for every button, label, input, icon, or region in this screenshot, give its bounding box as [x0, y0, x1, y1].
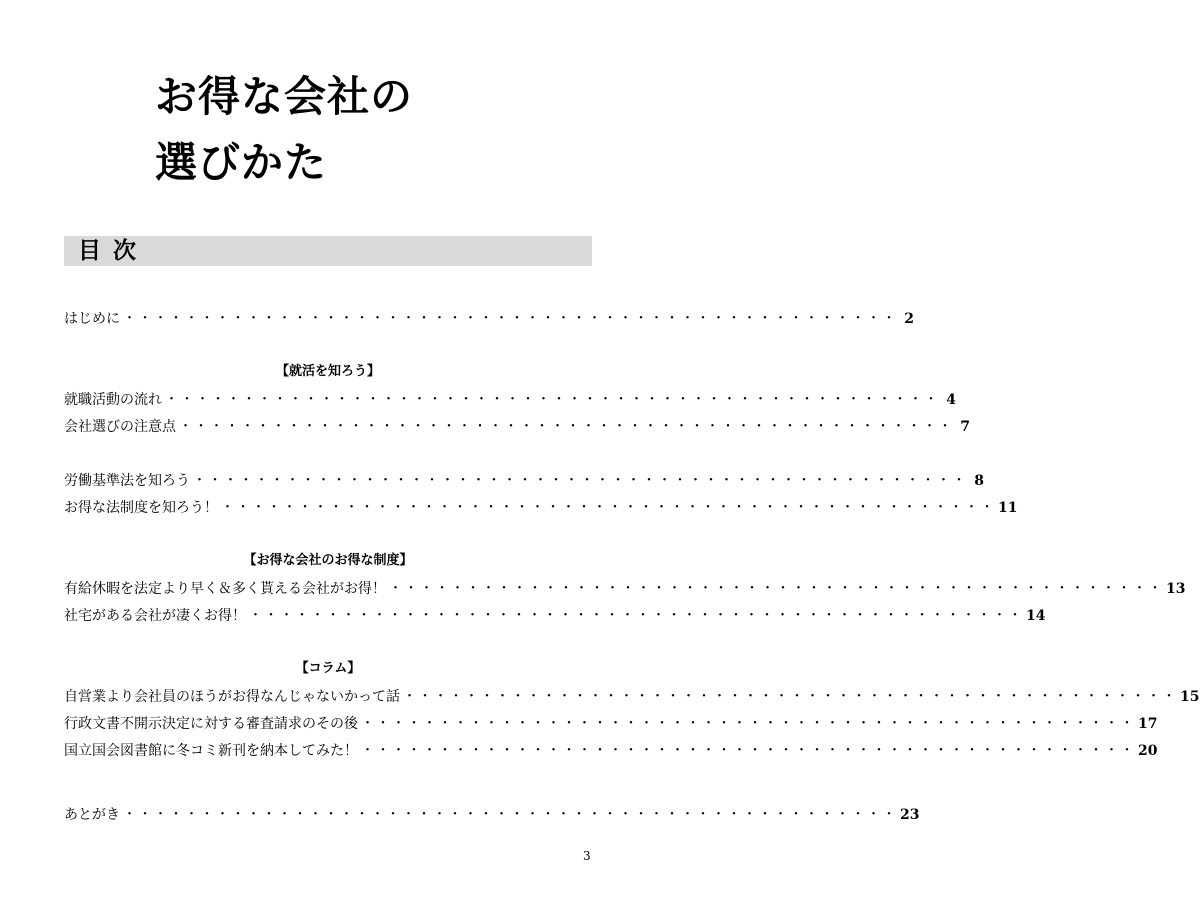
toc-entry-page: 20	[1138, 743, 1158, 759]
toc-entry-page: 14	[1026, 608, 1046, 624]
toc-entry-page: 17	[1138, 716, 1158, 732]
page-number: 3	[583, 849, 591, 863]
toc-entry-page: 2	[904, 311, 915, 327]
toc-entry-paid-leave[interactable]	[64, 578, 1186, 600]
toc-leader: ・・・・・・・・・・・・・・・・・・・・・・・・・・・・・・・・・・・・・・・・・・・・・・・・・・	[361, 716, 1137, 731]
section-heading-job-hunting: 【就活を知ろう】	[275, 364, 380, 379]
toc-leader: ・・・・・・・・・・・・・・・・・・・・・・・・・・・・・・・・・・・・・・・・・・・・・・・・・・	[361, 743, 1137, 758]
toc-entry-page: 11	[998, 500, 1018, 516]
toc-entry-self-employed[interactable]	[64, 686, 1200, 708]
toc-entry-page: 8	[974, 473, 985, 489]
toc-entry-national-library[interactable]	[64, 740, 1158, 762]
toc-entry-label: 国立国会図書館に冬コミ新刊を納本してみた！	[64, 743, 358, 759]
toc-entry-intro[interactable]	[64, 308, 915, 330]
title-line-2: 選びかた	[155, 138, 328, 187]
toc-leader: ・・・・・・・・・・・・・・・・・・・・・・・・・・・・・・・・・・・・・・・・・・・・・・・・・・	[249, 608, 1025, 623]
toc-entry-page: 23	[900, 807, 920, 823]
toc-entry-label: はじめに	[64, 311, 120, 327]
toc-entry-legal-systems[interactable]	[64, 497, 1018, 519]
toc-entry-gov-documents[interactable]	[64, 713, 1158, 735]
toc-entry-page: 7	[960, 419, 971, 435]
toc-leader: ・・・・・・・・・・・・・・・・・・・・・・・・・・・・・・・・・・・・・・・・・・・・・・・・・・	[123, 311, 899, 326]
section-heading-column: 【コラム】	[295, 661, 361, 676]
title-line-1: お得な会社の	[155, 72, 414, 121]
toc-entry-label: お得な法制度を知ろう！	[64, 500, 218, 516]
toc-entry-label: 社宅がある会社が凄くお得！	[64, 608, 246, 624]
toc-heading: 目次	[78, 238, 148, 264]
toc-entry-label: 有給休暇を法定より早く＆多く貰える会社がお得！	[64, 581, 386, 597]
toc-entry-job-flow[interactable]	[64, 389, 957, 411]
toc-leader: ・・・・・・・・・・・・・・・・・・・・・・・・・・・・・・・・・・・・・・・・・・・・・・・・・・	[123, 807, 899, 822]
toc-leader: ・・・・・・・・・・・・・・・・・・・・・・・・・・・・・・・・・・・・・・・・・・・・・・・・・・	[221, 500, 997, 515]
toc-leader: ・・・・・・・・・・・・・・・・・・・・・・・・・・・・・・・・・・・・・・・・・・・・・・・・・・	[179, 419, 955, 434]
toc-entry-label: 労働基準法を知ろう	[64, 473, 190, 489]
toc-entry-page: 4	[946, 392, 957, 408]
toc-entry-choosing-tips[interactable]	[64, 416, 971, 438]
toc-entry-label: あとがき	[64, 807, 120, 823]
toc-entry-label: 就職活動の流れ	[64, 392, 162, 408]
toc-banner	[64, 236, 592, 266]
toc-entry-afterword[interactable]	[64, 804, 920, 826]
toc-entry-label: 会社選びの注意点	[64, 419, 176, 435]
toc-entry-label: 自営業より会社員のほうがお得なんじゃないかって話	[64, 689, 400, 705]
toc-leader: ・・・・・・・・・・・・・・・・・・・・・・・・・・・・・・・・・・・・・・・・・・・・・・・・・・	[389, 581, 1165, 596]
toc-leader: ・・・・・・・・・・・・・・・・・・・・・・・・・・・・・・・・・・・・・・・・・・・・・・・・・・	[403, 689, 1179, 704]
section-heading-benefits: 【お得な会社のお得な制度】	[243, 553, 413, 568]
toc-entry-label: 行政文書不開示決定に対する審査請求のその後	[64, 716, 358, 732]
toc-entry-labor-law[interactable]	[64, 470, 985, 492]
toc-entry-page: 15	[1180, 689, 1200, 705]
toc-entry-company-housing[interactable]	[64, 605, 1046, 627]
toc-leader: ・・・・・・・・・・・・・・・・・・・・・・・・・・・・・・・・・・・・・・・・・・・・・・・・・・	[193, 473, 969, 488]
toc-leader: ・・・・・・・・・・・・・・・・・・・・・・・・・・・・・・・・・・・・・・・・・・・・・・・・・・	[165, 392, 941, 407]
toc-entry-page: 13	[1166, 581, 1186, 597]
